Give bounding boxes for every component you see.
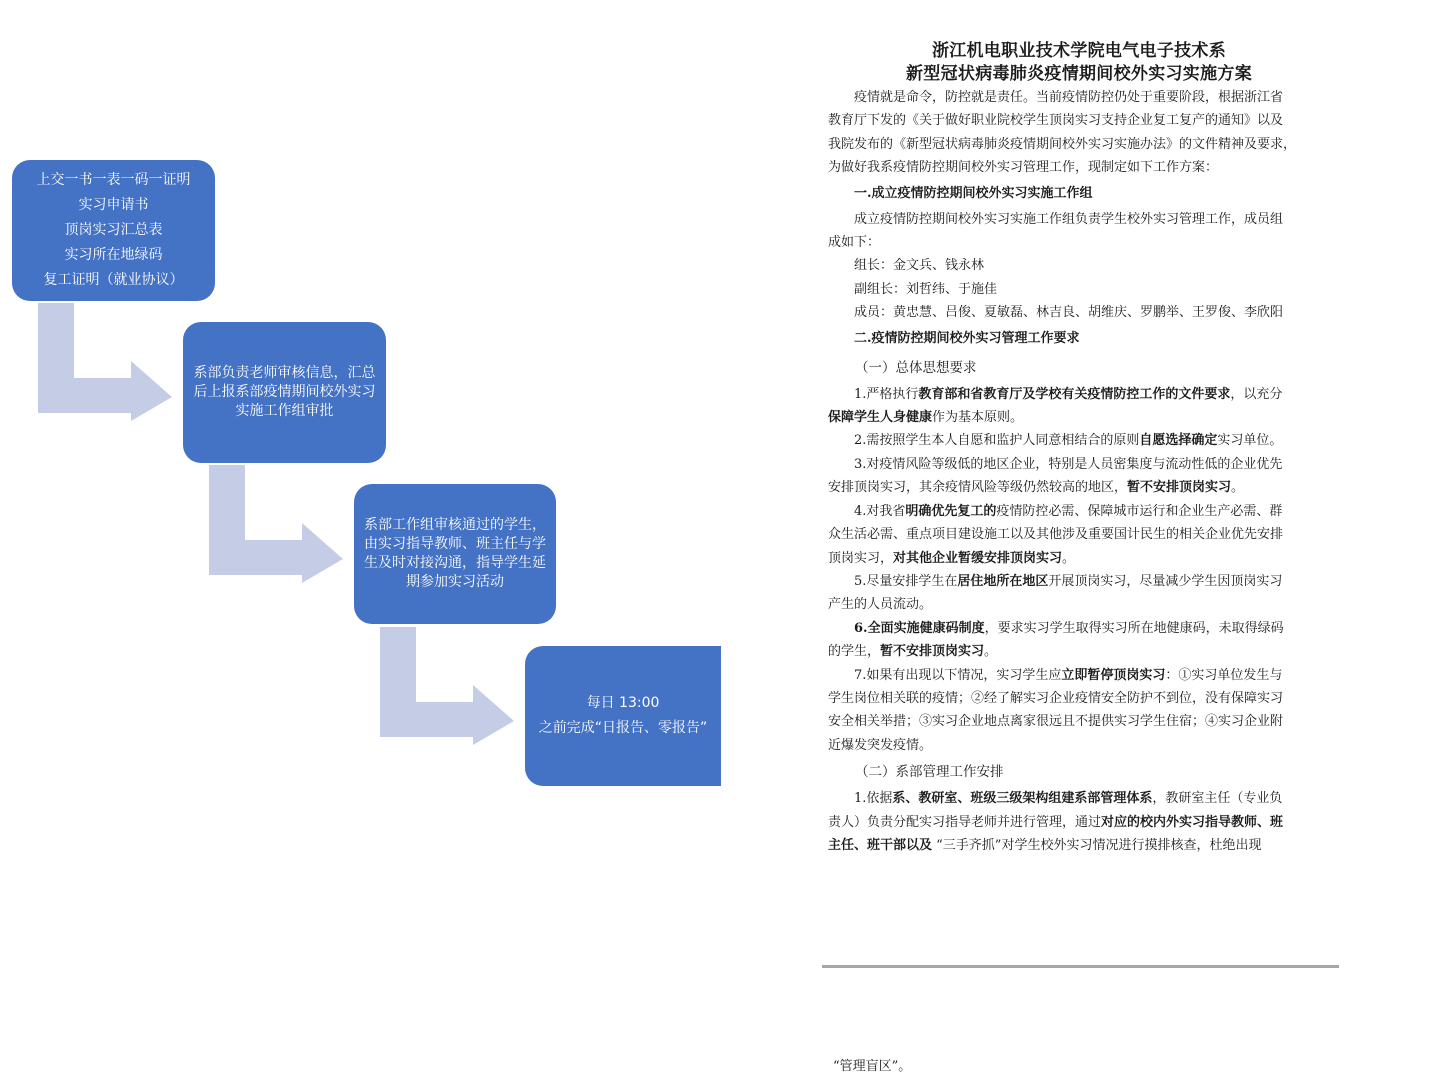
flow-arrow-1 [36, 303, 176, 421]
intro-line-1: 疫情就是命令，防控就是责任。当前疫情防控仍处于重要阶段，根据浙江省 [854, 90, 1284, 105]
mgmt-item-1-line-2: 责人）负责分配实习指导老师并进行管理，通过对应的校内外实习指导教师、班 [828, 814, 1284, 830]
vice-leader-line: 副组长：刘哲纬、于施佳 [854, 281, 998, 297]
mgmt-item-1-line-1: 1.依据系、教研室、班级三级架构组建系部管理体系，教研室主任（专业负 [854, 791, 1283, 807]
item-4-line-2: 众生活必需、重点项目建设施工以及其他涉及重要国计民生的相关企业优先安排 [828, 527, 1284, 543]
item-4-line-3: 顶岗实习，对其他企业暂缓安排顶岗实习。 [828, 550, 1076, 566]
item-3-line-2: 安排顶岗实习，其余疫情风险等级仍然较高的地区，暂不安排顶岗实习。 [828, 480, 1245, 496]
sec1-line-1: 成立疫情防控期间校外实习实施工作组负责学生校外实习管理工作，成员组 [854, 211, 1284, 227]
sec1-line-2: 成如下： [828, 235, 881, 251]
item-5-line-2: 产生的人员流动。 [828, 597, 933, 613]
doc-title-line-2: 新型冠状病毒肺炎疫情期间校外实习实施方案 [906, 64, 1252, 84]
step1-line-2: 实习申请书 [78, 197, 149, 213]
item-1-line-1: 1.严格执行教育部和省教育厅及学校有关疫情防控工作的文件要求，以充分 [854, 386, 1283, 402]
flow-arrow-2 [207, 465, 347, 583]
step1-line-1: 上交一书一表一码一证明 [36, 172, 191, 188]
subsection-2-heading: （二）系部管理工作安排 [855, 764, 1004, 781]
flow-step-4-daily-report [525, 646, 721, 786]
next-page-text: “管理盲区”。 [833, 1059, 912, 1074]
item-1-line-2: 保障学生人身健康作为基本原则。 [828, 410, 1024, 426]
step1-line-3: 顶岗实习汇总表 [64, 222, 163, 238]
item-3-line-1: 3.对疫情风险等级低的地区企业，特别是人员密集度与流动性低的企业优先 [854, 456, 1283, 472]
document-page [828, 40, 1330, 857]
intro-line-2: 教育厅下发的《关于做好职业院校学生顶岗实习支持企业复工复产的通知》以及 [828, 113, 1284, 129]
item-7-line-2: 学生岗位相关联的疫情；②经了解实习企业疫情安全防护不到位，没有保障实习 [828, 690, 1284, 706]
page-divider [822, 965, 1339, 968]
item-7-line-1: 7.如果有出现以下情况，实习学生应立即暂停顶岗实习：①实习单位发生与 [854, 667, 1283, 683]
item-4-line-1: 4.对我省明确优先复工的疫情防控必需、保障城市运行和企业生产必需、群 [854, 503, 1283, 519]
flow-step-2-review [183, 322, 386, 463]
step4-line-1: 每日 13:00 [586, 695, 660, 711]
item-5-line-1: 5.尽量安排学生在居住地所在地区开展顶岗实习，尽量减少学生因顶岗实习 [854, 573, 1283, 589]
flow-step-3-approval [354, 484, 556, 624]
flow-step-1-submit-documents [12, 160, 215, 301]
item-2: 2.需按照学生本人自愿和监护人同意相结合的原则自愿选择确定实习单位。 [854, 433, 1283, 449]
members-line: 成员：黄忠慧、吕俊、夏敏磊、林吉良、胡维庆、罗鹏举、王罗俊、李欣阳 [854, 305, 1284, 321]
leader-line: 组长：金文兵、钱永林 [854, 258, 985, 274]
section-1-heading: 一.成立疫情防控期间校外实习实施工作组 [854, 185, 1093, 201]
item-6-line-2: 的学生，暂不安排顶岗实习。 [828, 644, 998, 660]
step1-line-4: 实习所在地绿码 [64, 247, 163, 263]
intro-line-3: 我院发布的《新型冠状病毒肺炎疫情期间校外实习实施办法》的文件精神及要求， [828, 136, 1297, 152]
step3-text: 系部工作组审核通过的学生，由实习指导教师、班主任与学生及时对接沟通，指导学生延期参加实习活动 [364, 517, 546, 590]
intro-line-4: 为做好我系疫情防控期间校外实习管理工作，现制定如下工作方案： [828, 160, 1219, 176]
step4-line-2: 之前完成“日报告、零报告” [538, 720, 708, 736]
item-6-line-1: 6.全面实施健康码制度，要求实习学生取得实习所在地健康码，未取得绿码 [854, 620, 1284, 636]
mgmt-item-1-line-3: 主任、班干部以及 “三手齐抓”对学生校外实习情况进行摸排核查，杜绝出现 [828, 837, 1262, 853]
section-2-heading: 二.疫情防控期间校外实习管理工作要求 [854, 330, 1080, 346]
step2-text: 系部负责老师审核信息，汇总后上报系部疫情期间校外实习实施工作组审批 [193, 365, 376, 419]
flow-arrow-3 [378, 627, 518, 745]
doc-title-line-1: 浙江机电职业技术学院电气电子技术系 [931, 41, 1227, 61]
step1-line-5: 复工证明（就业协议） [43, 272, 184, 288]
item-7-line-3: 安全相关举措；③实习企业地点离家很远且不提供实习学生住宿；④实习企业附 [828, 714, 1284, 730]
item-7-line-4: 近爆发突发疫情。 [828, 737, 933, 753]
subsection-1-heading: （一）总体思想要求 [855, 359, 977, 376]
